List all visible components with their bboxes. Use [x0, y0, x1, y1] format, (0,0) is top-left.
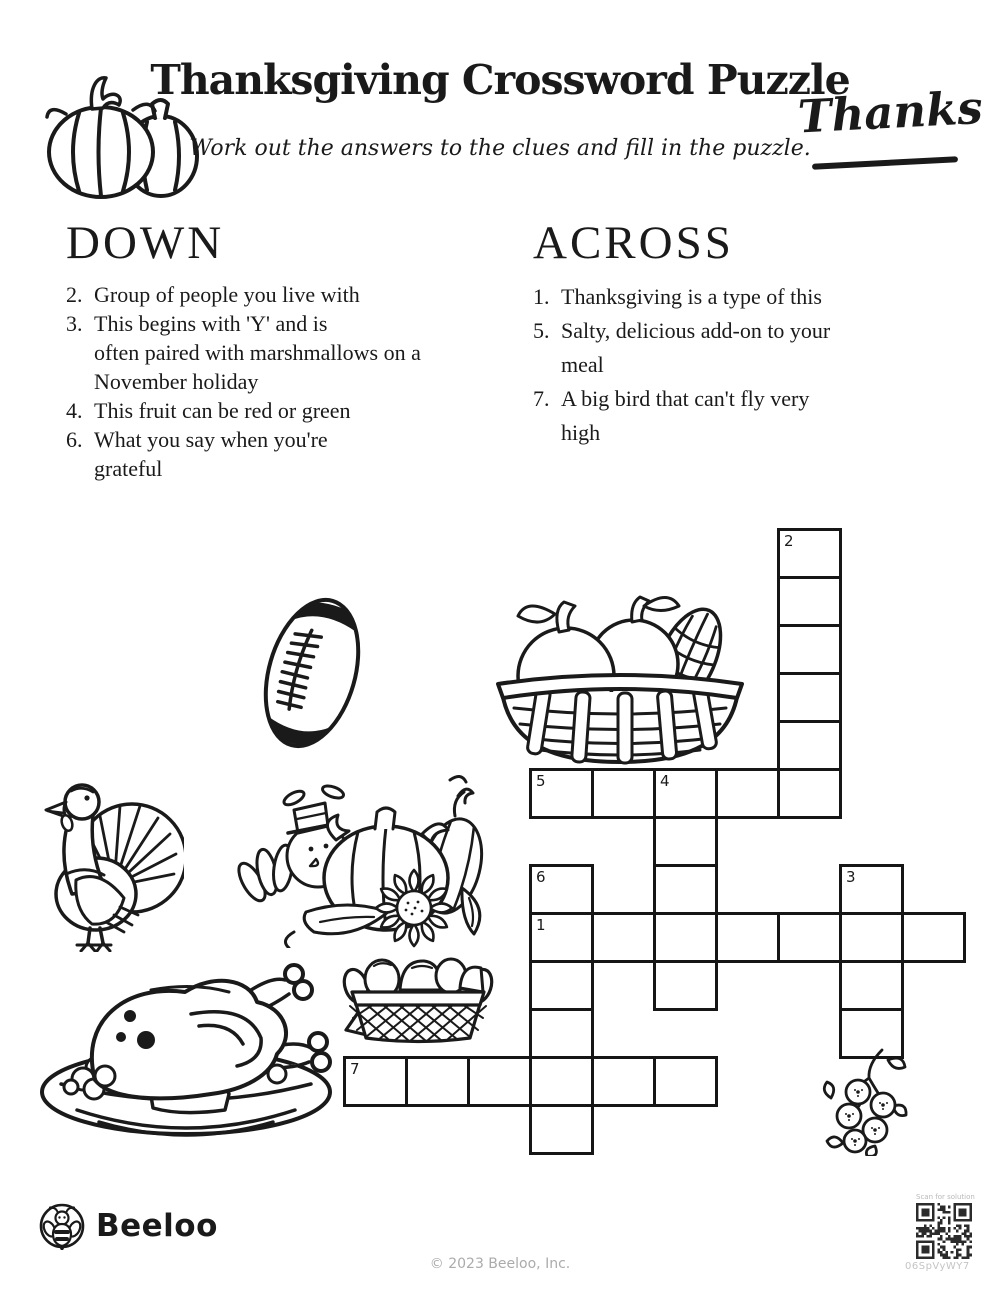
- crossword-cell[interactable]: [901, 912, 966, 963]
- across-heading: ACROSS: [533, 217, 734, 269]
- crossword-cell[interactable]: [715, 768, 780, 819]
- qr-code: [916, 1203, 972, 1259]
- brand-logo: [38, 1202, 218, 1250]
- crossword-cell[interactable]: [529, 1008, 594, 1059]
- crossword-cell[interactable]: [529, 1104, 594, 1155]
- clue-number: 7.: [533, 386, 550, 411]
- crossword-cell[interactable]: [777, 576, 842, 627]
- crossword-cell[interactable]: [777, 768, 842, 819]
- crossword-number: 4: [660, 772, 670, 790]
- copyright-text: © 2023 Beeloo, Inc.: [429, 1256, 571, 1272]
- crossword-cell[interactable]: [591, 768, 656, 819]
- down-heading: DOWN: [66, 217, 225, 269]
- crossword-cell[interactable]: [405, 1056, 470, 1107]
- crossword-number: 7: [350, 1060, 360, 1078]
- clue-line: high: [561, 420, 601, 445]
- crossword-cell[interactable]: [529, 1056, 594, 1107]
- clue-number: 3.: [66, 311, 83, 336]
- clue-line: A big bird that can't fly very: [561, 386, 810, 411]
- crossword-cell[interactable]: [777, 624, 842, 675]
- crossword-cell[interactable]: [777, 912, 842, 963]
- clue-number: 6.: [66, 427, 83, 452]
- crossword-cell[interactable]: [653, 960, 718, 1011]
- crossword-number: 1: [536, 916, 546, 934]
- clue-line: often paired with marshmallows on a: [94, 340, 421, 365]
- crossword-cell[interactable]: [653, 1056, 718, 1107]
- clue-line: Thanksgiving is a type of this: [561, 284, 822, 309]
- clue-number: 2.: [66, 282, 83, 307]
- crossword-cell[interactable]: [591, 1056, 656, 1107]
- clue-number: 1.: [533, 284, 550, 309]
- clue-line: meal: [561, 352, 604, 377]
- crossword-number: 6: [536, 868, 546, 886]
- crossword-number: 2: [784, 532, 794, 550]
- clue-line: This begins with 'Y' and is: [94, 311, 328, 336]
- crossword-cell[interactable]: [839, 960, 904, 1011]
- clue-line: grateful: [94, 456, 163, 481]
- crossword-cell[interactable]: [653, 912, 718, 963]
- brand-name: Beeloo: [96, 1208, 218, 1244]
- clue-line: Salty, delicious add-on to your: [561, 318, 831, 343]
- clue-line: What you say when you're: [94, 427, 328, 452]
- crossword-number: 3: [846, 868, 856, 886]
- clue-line: November holiday: [94, 369, 259, 394]
- crossword-cell[interactable]: [529, 960, 594, 1011]
- page-title: Thanksgiving Crossword Puzzle: [150, 56, 850, 104]
- crossword-number: 5: [536, 772, 546, 790]
- crossword-cell[interactable]: [839, 912, 904, 963]
- page-subtitle: Work out the answers to the clues and fill in the puzzle.: [189, 136, 811, 161]
- crossword-cell[interactable]: [777, 720, 842, 771]
- crossword-cell[interactable]: [653, 864, 718, 915]
- crossword-cell[interactable]: [777, 672, 842, 723]
- crossword-cell[interactable]: [839, 1008, 904, 1059]
- bee-logo-icon: [38, 1202, 86, 1250]
- crossword-cell[interactable]: [653, 816, 718, 867]
- crossword-cell[interactable]: [591, 912, 656, 963]
- clue-line: This fruit can be red or green: [94, 398, 351, 423]
- crossword-cell[interactable]: [467, 1056, 532, 1107]
- clue-number: 4.: [66, 398, 83, 423]
- qr-caption: Scan for solution: [916, 1193, 975, 1201]
- crossword-cell[interactable]: [715, 912, 780, 963]
- thanks-script: Thanks: [796, 80, 984, 144]
- qr-solution-code: 06SpVyWY7: [905, 1261, 970, 1272]
- clue-line: Group of people you live with: [94, 282, 360, 307]
- clue-number: 5.: [533, 318, 550, 343]
